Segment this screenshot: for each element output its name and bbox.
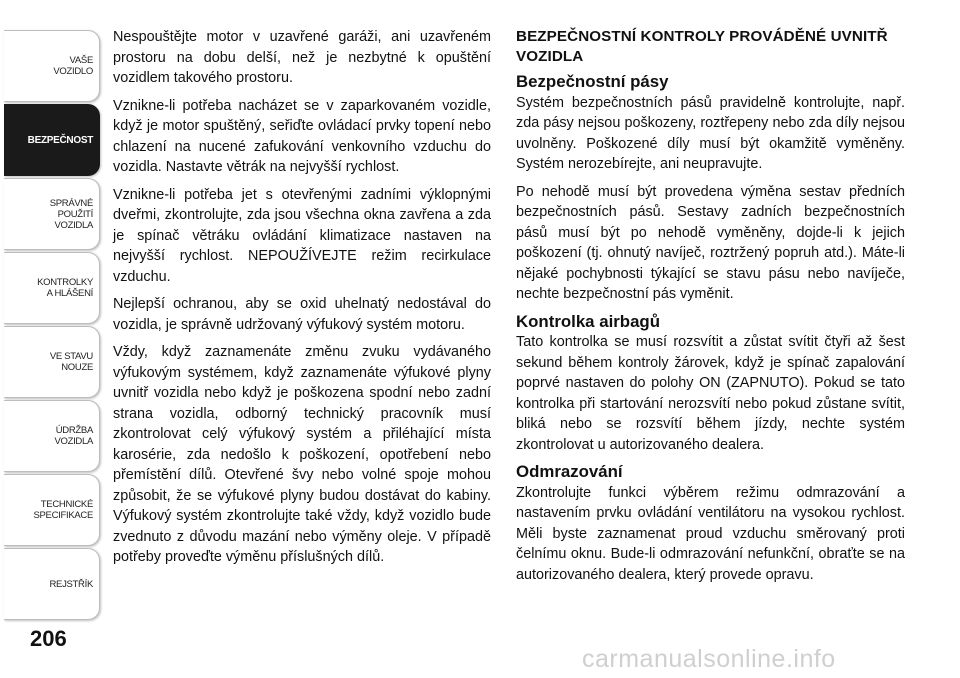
tab-vase-vozidlo[interactable] [4,30,100,102]
paragraph: Nejlepší ochranou, aby se oxid uhelnatý nedostával do vozidla, je správně udržovaný výfukový systém motoru. [113,296,491,333]
tab-label: VAŠE VOZIDLO [53,55,93,77]
tab-label: ÚDRŽBA VOZIDLA [54,425,93,447]
tab-udrzba-vozidla[interactable] [4,400,100,472]
paragraph: Zkontrolujte funkci výběrem režimu odmrazování a nastavením prvku ovládání ventilátoru na vysokou rychlost. Měli byste zaznamenat proud vzduchu směrovaný proti čelnímu oknu. Bude-li odmrazování nefunkční, obraťte se na autorizovaného dealera, který provede opravu. [516,484,905,583]
tab-ve-stavu-nouze[interactable] [4,326,100,398]
paragraph: Vznikne-li potřeba nacházet se v zaparkovaném vozidle, když je motor spuštěný, seřiďte ovládací prvky topení nebo chlazení na nucené zafukování venkovního vzduchu do vozidla. Nastavte větrák na nejvyšší rychlost. [113,97,491,175]
tab-label: VE STAVU NOUZE [49,351,93,373]
tab-bezpecnost[interactable] [4,104,100,176]
left-column [113,27,491,575]
tab-kontrolky-a-hlaseni[interactable] [4,252,100,324]
paragraph: Tato kontrolka se musí rozsvítit a zůstat svítit čtyři až šest sekund během kontroly žárovek, když je spínač zapalování poprvé nastaven do polohy ON (ZAPNUTO). Pokud se tato kontrolka při startování nerozsvítí nebo pokud zůstane svítit, bliká nebo se rozsvítí během jízdy, nechte systém zkontrolovat u autorizovaného dealera. [516,334,905,453]
subheading-seat-belts: Bezpečnostní pásy [516,72,669,91]
paragraph: Vždy, když zaznamenáte změnu zvuku vydávaného výfukovým systémem, když zaznamenáte výfukové plyny uvnitř vozidla nebo když je poškozena spodní nebo zadní strana vozidla, odborný technický pracovník musí zkontrolovat celý výfukový systém a přiléhající místa karosérie, zda nedošlo k poškození, opotřebení nebo přemístění dílů. Otevřené švy nebo volné spoje mohou způsobit, že se výfukové plyny budou dostávat do kabiny. Výfukový systém zkontrolujte také vždy, když vozidlo bude zvednuto z důvodu mazání nebo výměny oleje. V případě potřeby proveďte výměnu příslušných dílů. [113,344,491,565]
page-number: 206 [30,626,67,651]
tab-label: BEZPEČNOST [27,134,93,146]
paragraph: Po nehodě musí být provedena výměna sestav předních bezpečnostních pásů. Sestavy zadních bezpečnostních pásů musí být po nehodě vyměněny, dojde-li k jejich poškození (tj. ohnutý navíječ, roztržený popruh atd.). Máte-li nějaké pochybnosti týkající se stavu pásu nebo navíječe, nechte bezpečnostní pás vyměnit. [516,183,905,302]
tab-label: TECHNICKÉ SPECIFIKACE [33,499,93,521]
tab-label: SPRÁVNÉ POUŽITÍ VOZIDLA [49,197,93,231]
watermark: carmanualsonline.info [582,645,836,673]
tab-label: KONTROLKY A HLÁŠENÍ [37,277,93,299]
subheading-airbag-light: Kontrolka airbagů [516,311,660,331]
section-heading: BEZPEČNOSTNÍ KONTROLY PROVÁDĚNÉ UVNITŘ VOZIDLA [516,28,888,65]
paragraph: Systém bezpečnostních pásů pravidelně kontrolujte, např. zda pásy nejsou poškozeny, roztřepeny nebo zda díly nejsou uvolněny. Poškozené díly musí být okamžitě vyměněny. Systém nerozebírejte, ani neupravujte. [516,94,905,172]
subheading-defrost: Odmrazování [516,462,623,481]
tab-technicke-specifikace[interactable] [4,474,100,546]
tab-spravne-pouziti-vozidla[interactable] [4,178,100,250]
chapter-tabs [0,0,102,678]
right-column [516,27,905,592]
paragraph: Nespouštějte motor v uzavřené garáži, ani uzavřeném prostoru na dobu delší, než je nezbytné k opuštění vozidlem takového prostoru. [113,29,491,86]
tab-label: REJSTŘÍK [49,578,93,590]
tab-rejstrik[interactable] [4,548,100,620]
paragraph: Vznikne-li potřeba jet s otevřenými zadními výklopnými dveřmi, zkontrolujte, zda jsou všechna okna zavřena a zda je spínač větráku ovládání klimatizace nastaven na nejvyšší rychlost. NEPOUŽÍVEJTE režim recirkulace vzduchu. [113,186,491,285]
